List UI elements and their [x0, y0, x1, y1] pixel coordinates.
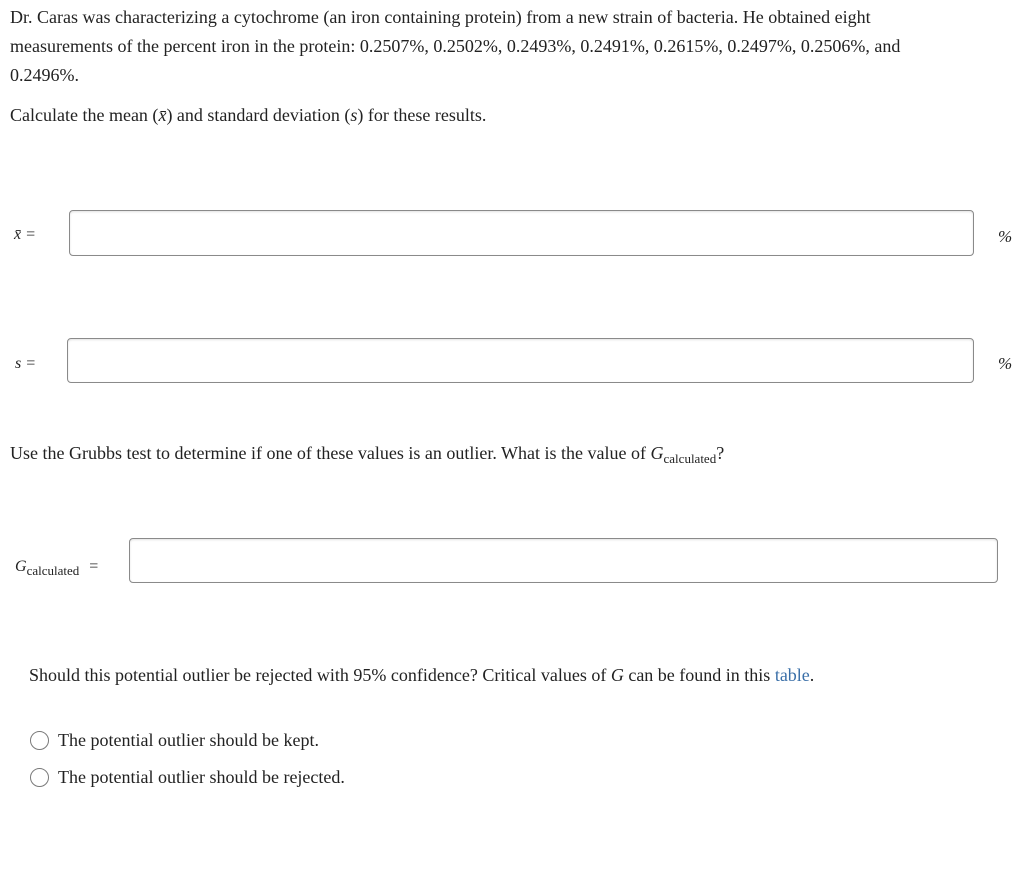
grubbs-g-subscript: calculated — [663, 451, 717, 466]
mean-label: x̄ = — [14, 226, 36, 243]
option-reject-label: The potential outlier should be rejected. — [58, 767, 345, 787]
calculate-prompt — [10, 101, 970, 130]
mean-input[interactable] — [69, 210, 974, 256]
critical-values-table-link[interactable]: table — [774, 665, 810, 685]
rejection-prompt-text-2: can be found in this — [623, 665, 775, 685]
calculate-prompt-text-3: ) for these results. — [357, 105, 487, 125]
g-calculated-label — [15, 557, 98, 581]
problem-statement: Dr. Caras was characterizing a cytochrome (an iron containing protein) from a new strain of bacteria. He obtained eight measurements of the percent iron in the protein: 0.2507%, 0.2502%, 0.2493%, 0.2491%, 0.2615%, 0.2497%, 0.2506%, and 0.2496%. — [10, 7, 901, 85]
radio-button-keep[interactable] — [30, 731, 49, 750]
mean-symbol: x̄ — [158, 105, 167, 125]
option-keep-label: The potential outlier should be kept. — [58, 730, 319, 750]
option-reject[interactable] — [30, 764, 345, 790]
grubbs-g-symbol: G — [650, 443, 664, 463]
g-calculated-subscript: calculated — [26, 563, 80, 578]
rejection-g-symbol: G — [610, 665, 624, 685]
radio-button-reject[interactable] — [30, 768, 49, 787]
g-calculated-symbol: G — [15, 558, 27, 575]
g-calculated-input[interactable] — [129, 538, 998, 583]
mean-unit: % — [998, 227, 1013, 246]
sd-symbol: s — [350, 105, 358, 125]
rejection-prompt-period: . — [809, 665, 815, 685]
grubbs-prompt-text: Use the Grubbs test to determine if one of these values is an outlier. What is the value of — [10, 443, 651, 463]
option-keep[interactable] — [30, 727, 319, 753]
calculate-prompt-text-2: ) and standard deviation ( — [166, 105, 351, 125]
rejection-prompt — [29, 661, 1009, 690]
sd-input[interactable] — [67, 338, 974, 383]
rejection-prompt-text-1: Should this potential outlier be rejected with 95% confidence? Critical values of — [29, 665, 611, 685]
grubbs-prompt-question-mark: ? — [716, 443, 725, 463]
calculate-prompt-text-1: Calculate the mean ( — [10, 105, 159, 125]
sd-label: s = — [15, 355, 37, 372]
g-calculated-equals: = — [89, 558, 99, 575]
sd-unit: % — [998, 354, 1013, 373]
grubbs-prompt — [10, 439, 970, 473]
